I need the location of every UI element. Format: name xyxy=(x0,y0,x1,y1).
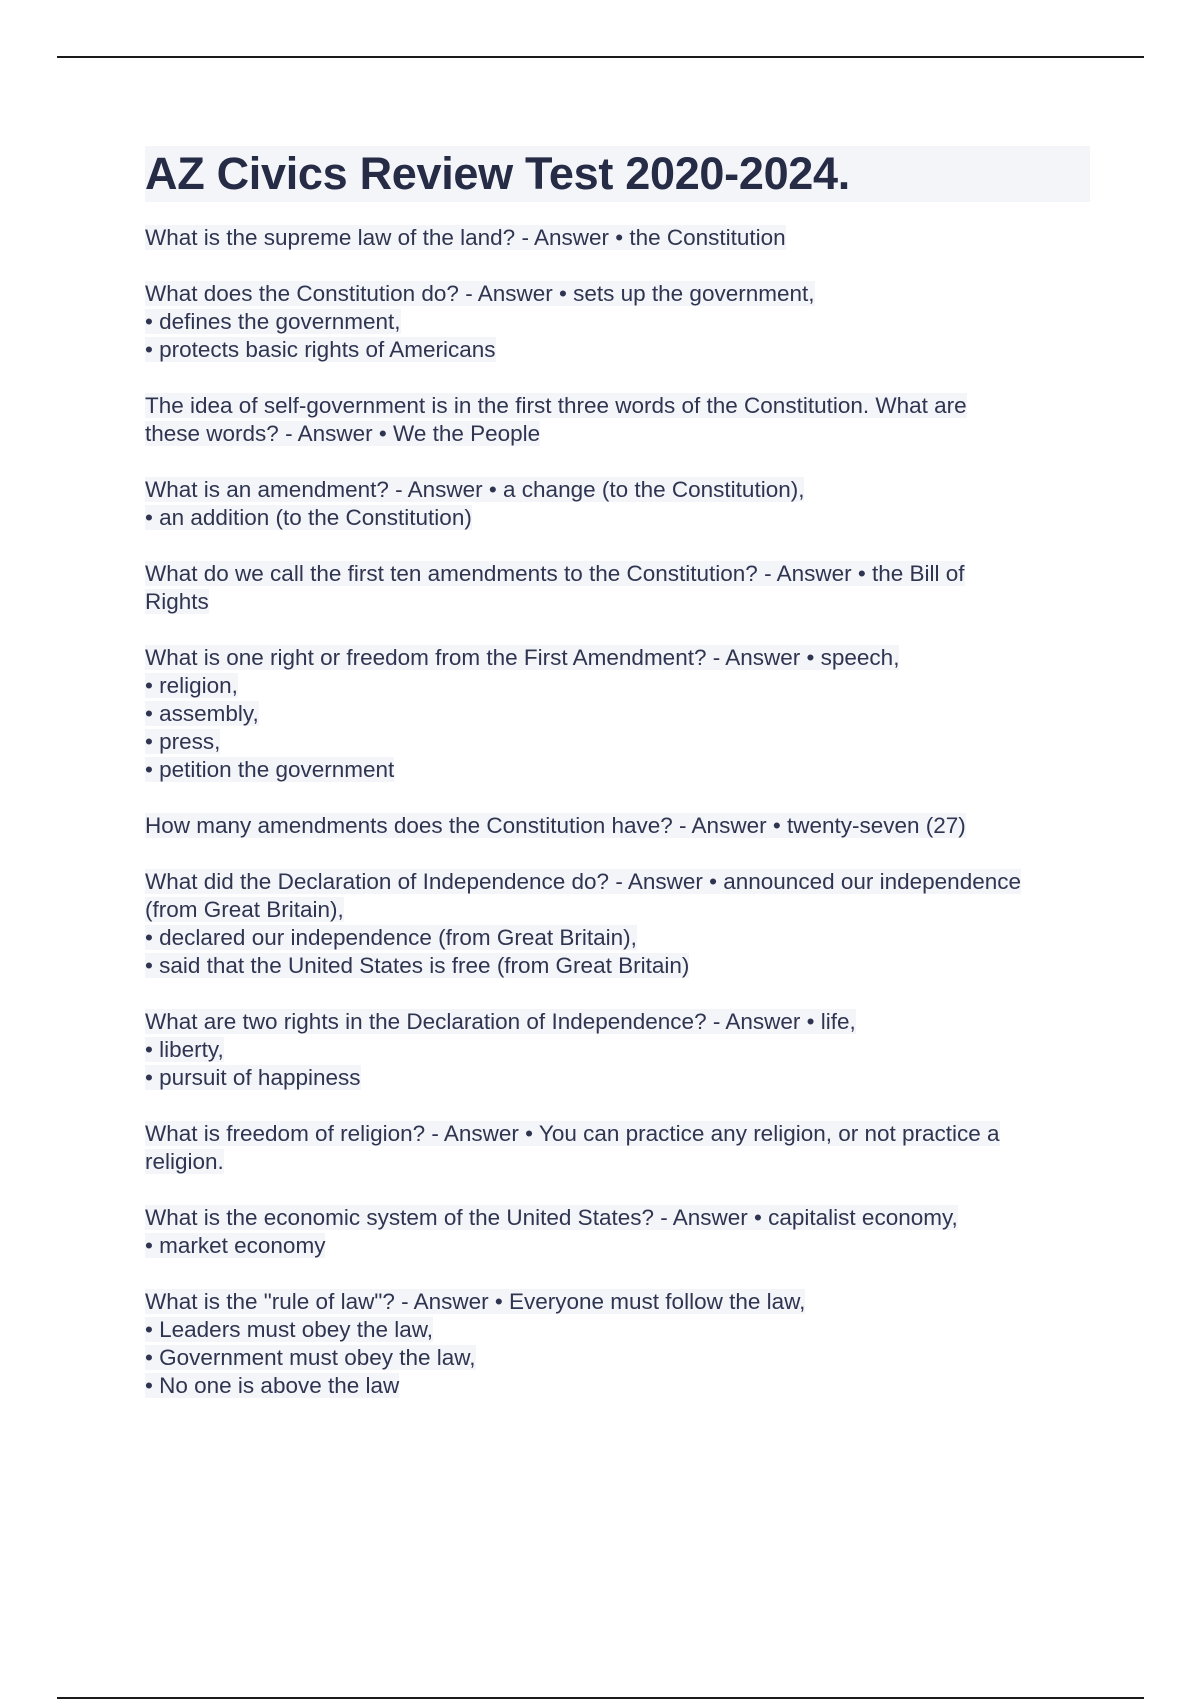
qa-line xyxy=(145,392,1090,420)
qa-line-text: • assembly, xyxy=(145,701,259,726)
qa-list xyxy=(145,224,1090,1400)
qa-line xyxy=(145,1148,1090,1176)
qa-item xyxy=(145,1008,1090,1092)
qa-line xyxy=(145,812,1090,840)
qa-line-text: • declared our independence (from Great Britain), xyxy=(145,925,637,950)
qa-line-text: What does the Constitution do? - Answer • sets up the government, xyxy=(145,281,815,306)
qa-line xyxy=(145,1008,1090,1036)
qa-line xyxy=(145,728,1090,756)
document-body xyxy=(145,146,1090,1428)
qa-line xyxy=(145,1036,1090,1064)
qa-line xyxy=(145,336,1090,364)
bottom-rule xyxy=(57,1697,1144,1699)
qa-line xyxy=(145,1120,1090,1148)
top-rule xyxy=(57,56,1144,58)
qa-line xyxy=(145,1288,1090,1316)
qa-line-text: • petition the government xyxy=(145,757,395,782)
qa-line-text: What is one right or freedom from the First Amendment? - Answer • speech, xyxy=(145,645,900,670)
qa-item xyxy=(145,1120,1090,1176)
qa-line-text: Rights xyxy=(145,589,209,614)
qa-line-text: The idea of self-government is in the first three words of the Constitution. What are xyxy=(145,393,967,418)
qa-item xyxy=(145,1288,1090,1400)
qa-line xyxy=(145,952,1090,980)
qa-line xyxy=(145,644,1090,672)
qa-line-text: • No one is above the law xyxy=(145,1373,400,1398)
qa-item xyxy=(145,392,1090,448)
qa-line xyxy=(145,224,1090,252)
qa-line-text: religion. xyxy=(145,1149,224,1174)
qa-line xyxy=(145,1064,1090,1092)
qa-item xyxy=(145,280,1090,364)
qa-line-text: What did the Declaration of Independence do? - Answer • announced our independence xyxy=(145,869,1021,894)
qa-line-text: • pursuit of happiness xyxy=(145,1065,361,1090)
qa-item xyxy=(145,1204,1090,1260)
qa-line xyxy=(145,756,1090,784)
qa-line xyxy=(145,700,1090,728)
qa-line-text: How many amendments does the Constitution have? - Answer • twenty-seven (27) xyxy=(145,813,966,838)
qa-line xyxy=(145,588,1090,616)
qa-line-text: What is the "rule of law"? - Answer • Everyone must follow the law, xyxy=(145,1289,806,1314)
qa-line-text: • defines the government, xyxy=(145,309,401,334)
qa-line xyxy=(145,1316,1090,1344)
qa-line xyxy=(145,672,1090,700)
qa-item xyxy=(145,560,1090,616)
qa-item xyxy=(145,476,1090,532)
qa-line xyxy=(145,476,1090,504)
qa-line xyxy=(145,1372,1090,1400)
qa-line-text: • said that the United States is free (from Great Britain) xyxy=(145,953,690,978)
qa-line-text: (from Great Britain), xyxy=(145,897,344,922)
qa-line-text: What are two rights in the Declaration of Independence? - Answer • life, xyxy=(145,1009,856,1034)
qa-line xyxy=(145,1204,1090,1232)
qa-line xyxy=(145,896,1090,924)
qa-line xyxy=(145,308,1090,336)
qa-line-text: • an addition (to the Constitution) xyxy=(145,505,472,530)
qa-item xyxy=(145,812,1090,840)
qa-item xyxy=(145,224,1090,252)
qa-line xyxy=(145,1232,1090,1260)
qa-line-text: What is the economic system of the United States? - Answer • capitalist economy, xyxy=(145,1205,958,1230)
title-band xyxy=(145,146,1090,202)
qa-line-text: What do we call the first ten amendments to the Constitution? - Answer • the Bill of xyxy=(145,561,965,586)
qa-line-text: • protects basic rights of Americans xyxy=(145,337,496,362)
qa-line-text: What is an amendment? - Answer • a change (to the Constitution), xyxy=(145,477,805,502)
qa-line xyxy=(145,420,1090,448)
qa-line-text: • Leaders must obey the law, xyxy=(145,1317,434,1342)
qa-line-text: • press, xyxy=(145,729,221,754)
qa-item xyxy=(145,868,1090,980)
qa-line-text: What is the supreme law of the land? - Answer • the Constitution xyxy=(145,225,786,250)
qa-line xyxy=(145,868,1090,896)
qa-line xyxy=(145,504,1090,532)
qa-line xyxy=(145,280,1090,308)
qa-line-text: these words? - Answer • We the People xyxy=(145,421,541,446)
document-title: AZ Civics Review Test 2020-2024. xyxy=(145,148,850,199)
qa-line xyxy=(145,924,1090,952)
qa-line xyxy=(145,560,1090,588)
qa-line-text: • religion, xyxy=(145,673,238,698)
qa-line-text: • liberty, xyxy=(145,1037,224,1062)
qa-line-text: • market economy xyxy=(145,1233,326,1258)
qa-item xyxy=(145,644,1090,784)
qa-line xyxy=(145,1344,1090,1372)
qa-line-text: • Government must obey the law, xyxy=(145,1345,476,1370)
qa-line-text: What is freedom of religion? - Answer • You can practice any religion, or not practice a xyxy=(145,1121,1000,1146)
